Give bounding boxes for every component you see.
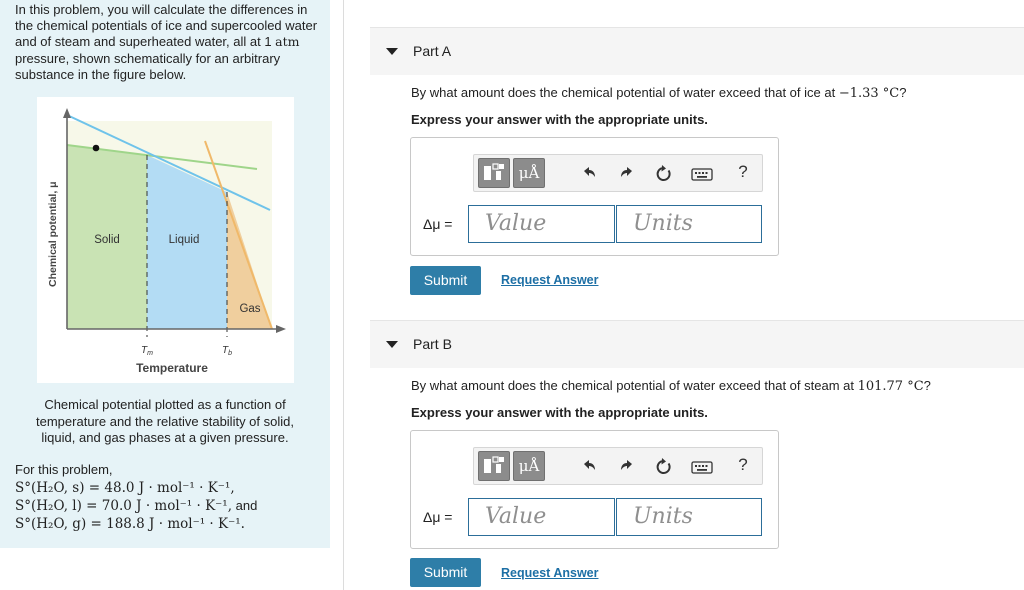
intro-atm-unit: atm — [275, 34, 300, 50]
x-axis-arrow — [276, 325, 286, 333]
tm-label: $T_m$ — [141, 345, 153, 357]
problem-panel — [0, 0, 330, 548]
intro-text-part2: pressure, shown schematically for an arbitrary substance in the figure below. — [15, 50, 281, 82]
part-b-answer-box — [410, 430, 779, 549]
gas-label: Gas — [239, 303, 261, 315]
part-a-title: Part A — [413, 43, 452, 59]
help-button[interactable]: ? — [738, 162, 748, 181]
part-b-instruction: Express your answer with the appropriate units. — [411, 405, 708, 420]
value-input[interactable]: Value — [468, 498, 615, 536]
value-input[interactable]: Value — [468, 205, 615, 243]
part-b-request-answer-link[interactable]: Request Answer — [501, 566, 599, 580]
part-b-question — [411, 378, 931, 394]
entropy-water: S°(H₂O, l) = 70.0 J · mol⁻¹ · K⁻¹, — [15, 498, 232, 514]
part-a-answer-box — [410, 137, 779, 256]
templates-icon — [479, 452, 509, 480]
entropy-data — [15, 461, 325, 533]
templates-button[interactable] — [478, 158, 510, 188]
templates-icon — [479, 159, 509, 187]
part-a-request-answer-link[interactable]: Request Answer — [501, 273, 599, 287]
collapse-caret-icon[interactable] — [386, 48, 398, 55]
help-button[interactable]: ? — [738, 455, 748, 474]
delta-mu-label: Δμ = — [423, 216, 453, 232]
undo-icon[interactable] — [578, 163, 600, 185]
part-a-submit-button[interactable]: Submit — [410, 266, 481, 295]
x-axis-label: Temperature — [136, 361, 208, 375]
units-button[interactable]: μÅ — [513, 451, 545, 481]
keyboard-icon[interactable] — [691, 456, 713, 478]
solid-label: Solid — [94, 234, 120, 246]
part-a-instruction: Express your answer with the appropriate units. — [411, 112, 708, 127]
equation-toolbar — [473, 154, 763, 192]
entropy-water-row — [15, 497, 325, 515]
redo-icon[interactable] — [616, 456, 638, 478]
intro-text — [15, 2, 320, 83]
entropy-ice: S°(H₂O, s) = 48.0 J · mol⁻¹ · K⁻¹, — [15, 480, 235, 496]
and-word: and — [232, 498, 258, 513]
y-axis-arrow — [63, 108, 71, 118]
delta-mu-label: Δμ = — [423, 509, 453, 525]
equation-toolbar — [473, 447, 763, 485]
state-point — [93, 145, 100, 152]
keyboard-icon[interactable] — [691, 163, 713, 185]
tb-label: $T_b$ — [221, 345, 233, 357]
figure-caption: Chemical potential plotted as a function of temperature and the relative stability of solid, liquid, and gas phases at a given pressure. — [36, 397, 294, 445]
units-input[interactable]: Units — [616, 205, 762, 243]
part-b-question-text: By what amount does the chemical potential of water exceed that of steam at — [411, 378, 858, 393]
pane-divider — [343, 0, 344, 590]
y-axis-label: Chemical potential, μ — [47, 181, 59, 287]
part-a-temperature: −1.33 °C — [838, 86, 900, 101]
collapse-caret-icon[interactable] — [386, 341, 398, 348]
part-b-submit-button[interactable]: Submit — [410, 558, 481, 587]
units-button[interactable]: μÅ — [513, 158, 545, 188]
reset-icon[interactable] — [653, 163, 675, 185]
part-b-temperature: 101.77 °C — [857, 379, 924, 394]
units-input[interactable]: Units — [616, 498, 762, 536]
entropy-steam: S°(H₂O, g) = 188.8 J · mol⁻¹ · K⁻¹. — [15, 516, 245, 532]
data-intro: For this problem, — [15, 462, 113, 477]
undo-icon[interactable] — [578, 456, 600, 478]
redo-icon[interactable] — [616, 163, 638, 185]
intro-text-part1: In this problem, you will calculate the differences in the chemical potentials of ice and supercooled water and of steam and superheated water, all at 1 — [15, 2, 318, 50]
chemical-potential-figure — [37, 97, 294, 383]
part-a-question-text: By what amount does the chemical potential of water exceed that of ice at — [411, 85, 839, 100]
part-b-title: Part B — [413, 336, 452, 352]
reset-icon[interactable] — [653, 456, 675, 478]
part-a-question — [411, 85, 906, 101]
templates-button[interactable] — [478, 451, 510, 481]
part-a-header[interactable] — [370, 27, 1024, 75]
part-b-header[interactable] — [370, 320, 1024, 368]
liquid-label: Liquid — [168, 234, 200, 246]
phase-diagram-svg — [37, 97, 294, 383]
part-b-question-end: ? — [923, 378, 931, 393]
part-a-question-end: ? — [899, 85, 907, 100]
